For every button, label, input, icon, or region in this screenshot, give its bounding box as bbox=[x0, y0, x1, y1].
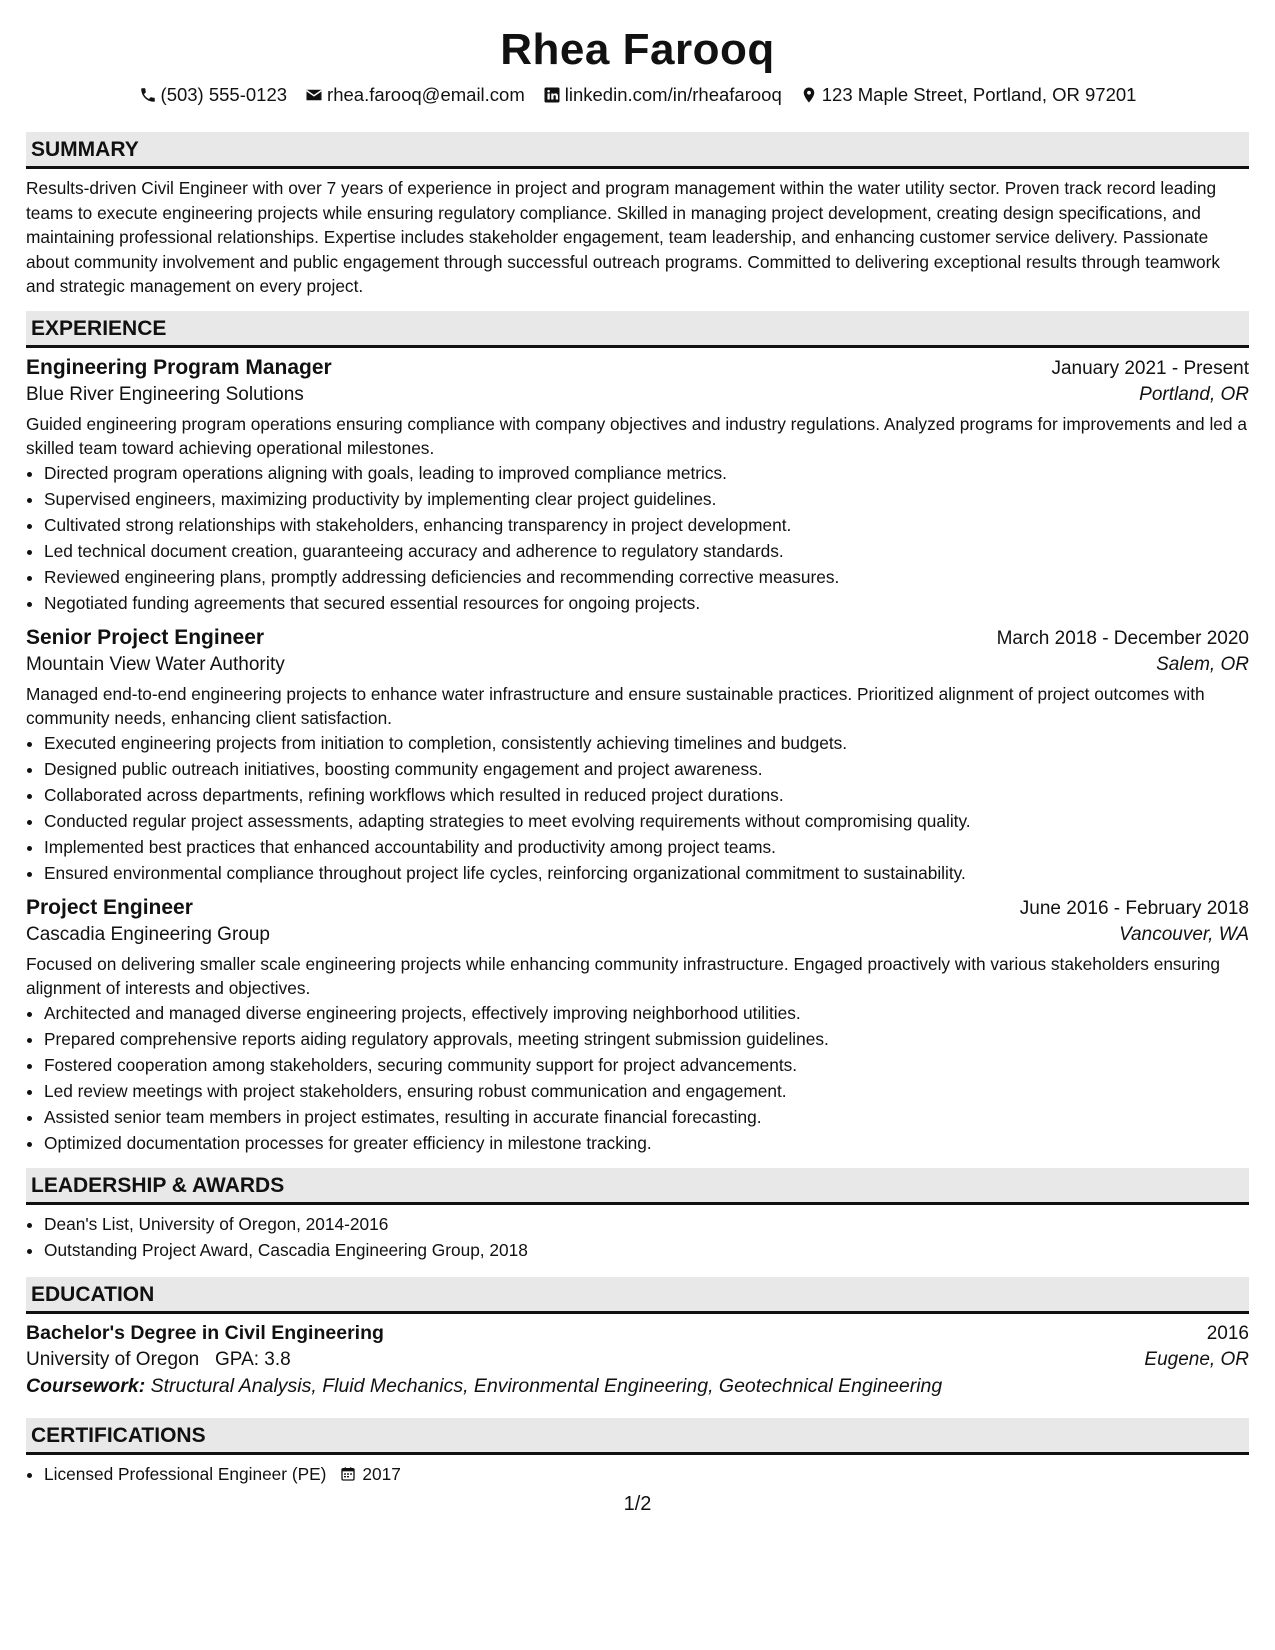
job-bullet: • Conducted regular project assessments, adapting strategies to meet evolving requirements without compromising quality. bbox=[44, 808, 1249, 834]
coursework-label: Coursework: bbox=[26, 1374, 146, 1397]
job-bullet: • Cultivated strong relationships with stakeholders, enhancing transparency in project development. bbox=[44, 512, 1249, 538]
school-location: Eugene, OR bbox=[1144, 1348, 1249, 1370]
address-text: 123 Maple Street, Portland, OR 97201 bbox=[821, 84, 1137, 105]
job-bullet: • Architected and managed diverse engineering projects, effectively improving neighborhood utilities. bbox=[44, 1000, 1249, 1026]
map-pin-icon bbox=[800, 86, 818, 104]
coursework-list: Structural Analysis, Fluid Mechanics, Environmental Engineering, Geotechnical Engineering bbox=[150, 1374, 943, 1397]
job-bullet: • Assisted senior team members in project estimates, resulting in accurate financial forecasting. bbox=[44, 1104, 1249, 1130]
school-line bbox=[26, 1349, 291, 1371]
experience-list bbox=[26, 356, 1249, 1156]
contact-linkedin[interactable] bbox=[543, 82, 782, 108]
job-location: Salem, OR bbox=[1156, 653, 1249, 675]
leadership-item: • Outstanding Project Award, Cascadia Engineering Group, 2018 bbox=[44, 1237, 1249, 1263]
coursework-line bbox=[26, 1375, 1249, 1398]
resume-page bbox=[26, 22, 1249, 1487]
candidate-name: Rhea Farooq bbox=[500, 25, 775, 74]
job-description: Guided engineering program operations ensuring compliance with company objectives and industry regulations. Analyzed programs for improvements and led a skilled team toward achieving operational milestones. bbox=[26, 413, 1247, 458]
section-header-education: EDUCATION bbox=[26, 1277, 1249, 1314]
job-bullet: • Executed engineering projects from initiation to completion, consistently achieving timelines and budgets. bbox=[44, 730, 1249, 756]
job-entry bbox=[26, 356, 1249, 616]
certification-item bbox=[44, 1461, 1249, 1487]
calendar-icon bbox=[340, 1466, 356, 1482]
job-title: Project Engineer bbox=[26, 895, 193, 919]
job-entry bbox=[26, 896, 1249, 1156]
education-entry bbox=[26, 1322, 1249, 1398]
linkedin-text: linkedin.com/in/rheafarooq bbox=[564, 84, 782, 105]
job-bullet: • Supervised engineers, maximizing productivity by implementing clear project guidelines. bbox=[44, 486, 1249, 512]
job-bullet: • Ensured environmental compliance throughout project life cycles, reinforcing organizational commitment to sustainability. bbox=[44, 860, 1249, 886]
job-company: Blue River Engineering Solutions bbox=[26, 383, 304, 405]
job-bullet: • Collaborated across departments, refining workflows which resulted in reduced project durations. bbox=[44, 782, 1249, 808]
graduation-year: 2016 bbox=[1206, 1322, 1249, 1344]
job-title: Senior Project Engineer bbox=[26, 625, 265, 649]
section-header-experience: EXPERIENCE bbox=[26, 311, 1249, 348]
contact-address bbox=[800, 82, 1137, 108]
contact-bar bbox=[26, 82, 1249, 108]
leadership-item: • Dean's List, University of Oregon, 2014-2016 bbox=[44, 1211, 1249, 1237]
job-bullet: • Reviewed engineering plans, promptly addressing deficiencies and recommending corrective measures. bbox=[44, 564, 1249, 590]
summary-text: Results-driven Civil Engineer with over 7 years of experience in project and program management within the water utility sector. Proven track record leading teams to execute engineering projects while ensuring regulatory compliance. Skilled in managing project development, creating design specifications, and maintaining professional relationships. Expertise includes stakeholder engagement, team leadership, and enhancing customer service delivery. Passionate about community involvement and public engagement through successful outreach programs. Committed to delivering exceptional results through teamwork and strategic management on every project. bbox=[26, 178, 1220, 296]
envelope-icon bbox=[305, 86, 323, 104]
job-bullet: • Led technical document creation, guaranteeing accuracy and adherence to regulatory standards. bbox=[44, 538, 1249, 564]
job-bullets bbox=[26, 730, 1249, 886]
phone-text: (503) 555-0123 bbox=[160, 84, 288, 105]
job-bullet: • Optimized documentation processes for greater efficiency in milestone tracking. bbox=[44, 1130, 1249, 1156]
certification-name: • Licensed Professional Engineer (PE) bbox=[44, 1463, 327, 1484]
leadership-list bbox=[26, 1211, 1249, 1263]
certification-year: 2017 bbox=[362, 1463, 401, 1484]
job-bullet: • Prepared comprehensive reports aiding regulatory approvals, meeting stringent submission guidelines. bbox=[44, 1026, 1249, 1052]
phone-icon bbox=[139, 86, 157, 104]
job-dates: June 2016 - February 2018 bbox=[1019, 897, 1249, 919]
contact-email[interactable] bbox=[305, 82, 525, 108]
job-title: Engineering Program Manager bbox=[26, 355, 332, 379]
job-bullets bbox=[26, 460, 1249, 616]
linkedin-icon bbox=[543, 86, 561, 104]
job-bullet: • Led review meetings with project stakeholders, ensuring robust communication and engagement. bbox=[44, 1078, 1249, 1104]
email-text: rhea.farooq@email.com bbox=[327, 84, 525, 105]
contact-phone[interactable] bbox=[139, 82, 288, 108]
job-bullets bbox=[26, 1000, 1249, 1156]
job-company: Mountain View Water Authority bbox=[26, 653, 285, 675]
gpa: GPA: 3.8 bbox=[215, 1348, 291, 1370]
degree-title: Bachelor's Degree in Civil Engineering bbox=[26, 1321, 384, 1344]
job-company: Cascadia Engineering Group bbox=[26, 923, 270, 945]
section-header-summary: SUMMARY bbox=[26, 132, 1249, 169]
page-number: 1/2 bbox=[623, 1493, 652, 1515]
certification-list bbox=[26, 1461, 1249, 1487]
job-bullet: • Directed program operations aligning with goals, leading to improved compliance metrics. bbox=[44, 460, 1249, 486]
job-dates: January 2021 - Present bbox=[1051, 357, 1249, 379]
job-bullet: • Negotiated funding agreements that secured essential resources for ongoing projects. bbox=[44, 590, 1249, 616]
job-dates: March 2018 - December 2020 bbox=[996, 627, 1249, 649]
job-description: Managed end-to-end engineering projects to enhance water infrastructure and ensure sustainable practices. Prioritized alignment of project outcomes with community needs, enhancing client satisfaction. bbox=[26, 683, 1205, 728]
job-bullet: • Designed public outreach initiatives, boosting community engagement and project awareness. bbox=[44, 756, 1249, 782]
job-bullet: • Implemented best practices that enhanced accountability and productivity among project teams. bbox=[44, 834, 1249, 860]
job-entry bbox=[26, 626, 1249, 886]
job-bullet: • Fostered cooperation among stakeholders, securing community support for project advancements. bbox=[44, 1052, 1249, 1078]
school-name: University of Oregon bbox=[26, 1348, 200, 1370]
job-location: Portland, OR bbox=[1139, 383, 1249, 405]
job-description: Focused on delivering smaller scale engineering projects while enhancing community infrastructure. Engaged proactively with various stakeholders ensuring alignment of interests and objectives. bbox=[26, 953, 1220, 998]
job-location: Vancouver, WA bbox=[1119, 923, 1249, 945]
section-header-leadership: LEADERSHIP & AWARDS bbox=[26, 1168, 1249, 1205]
section-header-certifications: CERTIFICATIONS bbox=[26, 1418, 1249, 1455]
